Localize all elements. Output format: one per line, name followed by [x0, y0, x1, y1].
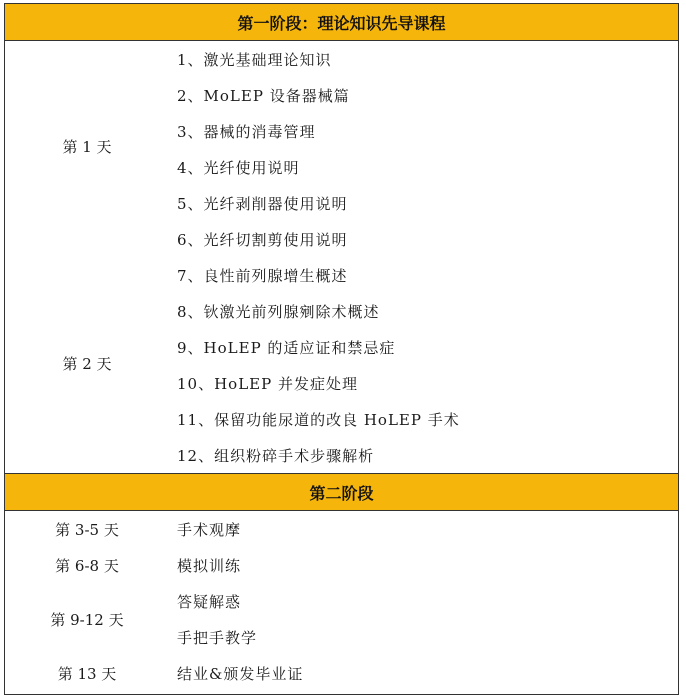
- stage2-item-4: 手把手教学: [177, 629, 258, 647]
- course-item-10: 10、HoLEP 并发症处理: [177, 375, 358, 393]
- stage2-item-1: 手术观摩: [177, 521, 242, 539]
- stage2-title: 第二阶段: [309, 483, 374, 503]
- stage1-header: [5, 4, 678, 41]
- stage2-day-2: 第 6-8 天: [55, 557, 119, 575]
- stage2-day-1: 第 3-5 天: [55, 521, 119, 539]
- stage2-item-2: 模拟训练: [177, 557, 242, 575]
- stage1-title: 第一阶段：理论知识先导课程: [237, 13, 446, 33]
- course-item-1: 1、激光基础理论知识: [177, 51, 332, 69]
- course-item-4: 4、光纤使用说明: [177, 159, 300, 177]
- stage2-item-5: 结业&颁发毕业证: [177, 665, 304, 683]
- stage2-day-4: 第 13 天: [57, 665, 117, 683]
- stage2-header: [5, 474, 678, 511]
- stage2-item-3: 答疑解惑: [177, 593, 242, 611]
- course-item-8: 8、钬激光前列腺剜除术概述: [177, 303, 380, 321]
- course-item-11: 11、保留功能尿道的改良 HoLEP 手术: [177, 411, 460, 429]
- course-item-6: 6、光纤切割剪使用说明: [177, 231, 348, 249]
- stage1-day-2: 第 2 天: [62, 355, 112, 373]
- course-item-5: 5、光纤剥削器使用说明: [177, 195, 348, 213]
- course-item-3: 3、器械的消毒管理: [177, 123, 316, 141]
- stage1-day-1: 第 1 天: [62, 138, 112, 156]
- stage1-body: [5, 41, 678, 474]
- course-item-7: 7、良性前列腺增生概述: [177, 267, 348, 285]
- course-item-2: 2、MoLEP 设备器械篇: [177, 87, 350, 105]
- course-table: [4, 3, 679, 695]
- stage2-day-3: 第 9-12 天: [50, 611, 124, 629]
- stage2-body: [5, 511, 678, 694]
- course-item-9: 9、HoLEP 的适应证和禁忌症: [177, 339, 396, 357]
- course-item-12: 12、组织粉碎手术步骤解析: [177, 447, 375, 465]
